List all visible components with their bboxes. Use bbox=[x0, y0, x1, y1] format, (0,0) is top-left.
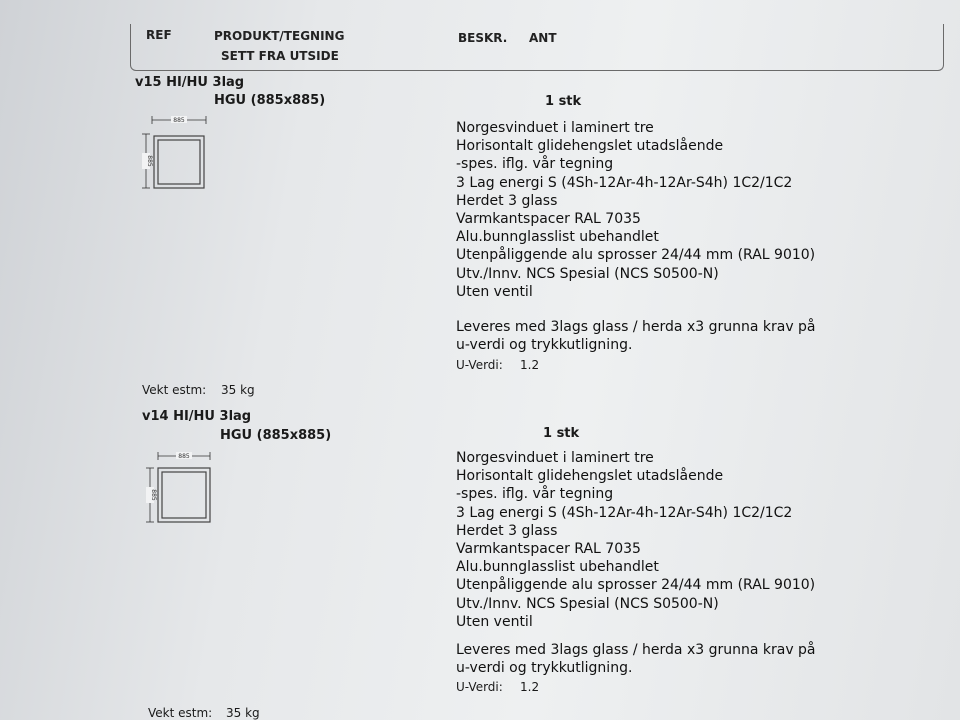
header-product: PRODUKT/TEGNING bbox=[214, 29, 345, 43]
weight-label: Vekt estm: bbox=[142, 383, 207, 397]
item-note bbox=[456, 641, 816, 677]
description-line: Varmkantspacer RAL 7035 bbox=[456, 541, 641, 558]
description-line: 3 Lag energi S (4Sh-12Ar-4h-12Ar-S4h) 1C2/1C2 bbox=[456, 504, 793, 521]
description-line: Norgesvinduet i laminert tre bbox=[456, 120, 654, 136]
item-description bbox=[456, 119, 815, 301]
width-dimension-label: 885 bbox=[178, 453, 190, 460]
note-line: Leveres med 3lags glass / herda x3 grunna krav på bbox=[456, 319, 816, 335]
description-line: -spes. iflg. vår tegning bbox=[456, 486, 614, 503]
u-value-label: U-Verdi: bbox=[456, 680, 503, 694]
description-line: Utenpåliggende alu sprosser 24/44 mm (RAL 9010) bbox=[456, 247, 816, 264]
description-line: Herdet 3 glass bbox=[456, 192, 558, 209]
weight-value: 35 kg bbox=[221, 383, 255, 397]
u-value-label: U-Verdi: bbox=[456, 358, 503, 372]
header-quantity: ANT bbox=[529, 31, 557, 45]
header-view: SETT FRA UTSIDE bbox=[221, 49, 339, 63]
description-line: Varmkantspacer RAL 7035 bbox=[456, 211, 641, 228]
description-line: -spes. iflg. vår tegning bbox=[456, 156, 614, 173]
description-line: Horisontalt glidehengslet utadslående bbox=[456, 468, 724, 485]
description-line: Alu.bunnglasslist ubehandlet bbox=[456, 229, 659, 246]
weight-label: Vekt estm: bbox=[148, 706, 213, 720]
header-description: BESKR. bbox=[458, 31, 508, 45]
u-value: 1.2 bbox=[520, 358, 540, 372]
window-drawing bbox=[142, 448, 216, 530]
description-line: Alu.bunnglasslist ubehandlet bbox=[456, 559, 659, 576]
description-line: Horisontalt glidehengslet utadslående bbox=[456, 138, 724, 155]
item-quantity: 1 stk bbox=[545, 94, 582, 109]
height-dimension-label: 885 bbox=[150, 489, 157, 501]
description-line: Utv./Innv. NCS Spesial (NCS S0500-N) bbox=[456, 265, 719, 282]
item-note bbox=[456, 318, 816, 354]
header-ref: REF bbox=[146, 28, 172, 42]
description-line: 3 Lag energi S (4Sh-12Ar-4h-12Ar-S4h) 1C2/1C2 bbox=[456, 174, 793, 191]
note-line: u-verdi og trykkutligning. bbox=[456, 337, 633, 354]
note-line: Leveres med 3lags glass / herda x3 grunna krav på bbox=[456, 642, 816, 658]
item-product: HGU (885x885) bbox=[214, 93, 326, 108]
height-dimension-label: 885 bbox=[146, 155, 153, 167]
note-line: u-verdi og trykkutligning. bbox=[456, 660, 633, 677]
item-quantity: 1 stk bbox=[543, 426, 580, 441]
item-ref: v14 HI/HU 3lag bbox=[142, 409, 252, 424]
description-line: Utv./Innv. NCS Spesial (NCS S0500-N) bbox=[456, 595, 719, 612]
u-value: 1.2 bbox=[520, 680, 540, 694]
item-product: HGU (885x885) bbox=[220, 428, 332, 443]
weight-value: 35 kg bbox=[226, 706, 260, 720]
description-line: Uten ventil bbox=[456, 613, 533, 630]
item-ref: v15 HI/HU 3lag bbox=[135, 75, 245, 90]
window-drawing bbox=[138, 112, 212, 194]
width-dimension-label: 885 bbox=[173, 117, 185, 124]
description-line: Herdet 3 glass bbox=[456, 522, 558, 539]
description-line: Norgesvinduet i laminert tre bbox=[456, 450, 654, 466]
description-line: Utenpåliggende alu sprosser 24/44 mm (RAL 9010) bbox=[456, 577, 816, 594]
item-description bbox=[456, 449, 815, 631]
description-line: Uten ventil bbox=[456, 283, 533, 300]
